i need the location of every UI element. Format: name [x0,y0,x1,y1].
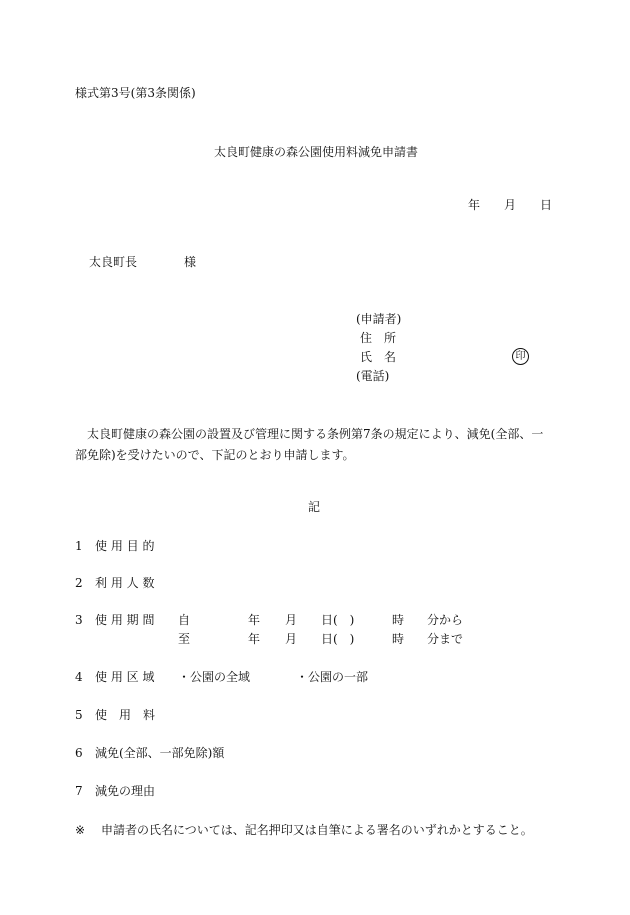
item-label: 使 用 料 [95,708,156,722]
form-number: 様式第3号(第3条関係) [75,86,196,100]
item-label: 減免(全部、一部免除)額 [95,746,225,760]
period-to-day: 日( ) [321,632,355,646]
period-to-hour: 時 [392,632,405,646]
request-statement: 太良町健康の森公園の設置及び管理に関する条例第7条の規定により、減免(全部、一部免除)を受けたいので、下記のとおり申請します。 [75,427,544,462]
document-title: 太良町健康の森公園使用料減免申請書 [214,145,419,159]
seal-mark: 印 [512,348,529,365]
addressee-name: 太良町長 [89,255,138,269]
address-label: 住 所 [360,331,397,345]
period-to-minute: 分まで [427,632,464,646]
area-option-part: ・公園の一部 [296,670,369,684]
item-number: 5 [75,708,83,722]
period-from-hour: 時 [392,613,405,627]
period-from-prefix: 自 [178,613,191,627]
note-mark: ※ [75,823,86,837]
area-option-whole: ・公園の全域 [178,670,251,684]
period-from-minute: 分から [427,613,464,627]
item-label: 減免の理由 [95,784,156,798]
item-label: 使 用 区 域 [95,670,155,684]
item-label: 利 用 人 数 [95,576,155,590]
item-number: 1 [75,539,83,553]
date-month: 月 [504,198,517,212]
period-to-prefix: 至 [178,632,191,646]
item-number: 6 [75,746,83,760]
item-number: 4 [75,670,83,684]
item-label: 使 用 期 間 [95,613,155,627]
date-day: 日 [540,198,553,212]
period-to-year: 年 [248,632,261,646]
addressee-honorific: 様 [184,255,197,269]
period-from-day: 日( ) [321,613,355,627]
period-from-year: 年 [248,613,261,627]
date-year: 年 [468,198,481,212]
applicant-heading: (申請者) [356,312,402,326]
item-number: 7 [75,784,83,798]
period-from-month: 月 [285,613,298,627]
period-to-month: 月 [285,632,298,646]
item-number: 2 [75,576,83,590]
item-label: 使 用 目 的 [95,539,155,553]
note-text: 申請者の氏名については、記名押印又は自筆による署名のいずれかとすること。 [101,823,533,837]
name-label: 氏 名 [360,350,397,364]
ki-heading: 記 [308,500,321,514]
phone-label: (電話) [356,369,390,383]
item-number: 3 [75,613,83,627]
